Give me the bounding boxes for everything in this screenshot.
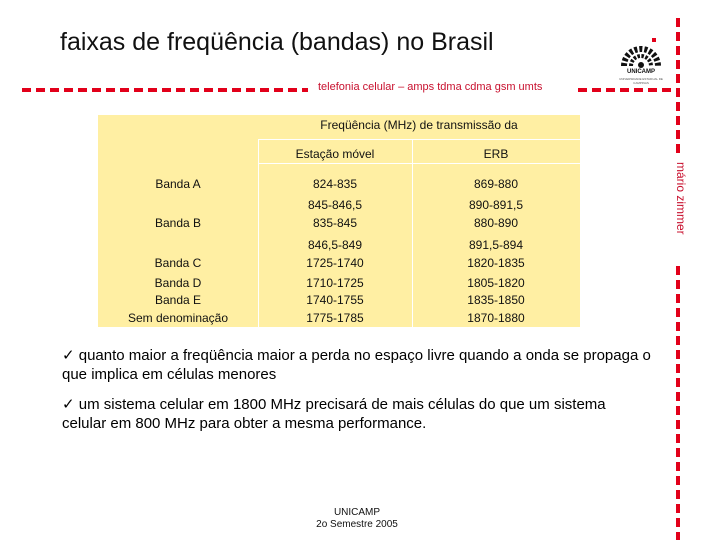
author-text: mário zimmer xyxy=(674,162,688,235)
estacao-range: 1725-1740 xyxy=(306,256,364,270)
erb-range: 1805-1820 xyxy=(467,276,525,290)
logo-subtext: UNIVERSIDADE ESTADUAL DE CAMPINAS xyxy=(619,77,663,85)
frequency-table xyxy=(98,115,580,327)
erb-range: 1835-1850 xyxy=(467,293,525,307)
estacao-range: 1740-1755 xyxy=(306,293,364,307)
band-label: Banda A xyxy=(155,177,201,191)
erb-range: 880-890 xyxy=(473,216,519,230)
footer-institution: UNICAMP xyxy=(333,507,381,518)
erb-range: 869-880 xyxy=(473,177,519,191)
band-label: Banda E xyxy=(154,293,202,307)
table-divider xyxy=(258,139,580,140)
table-group-header: Freqüência (MHz) de transmissão da xyxy=(320,118,518,132)
bullet-point: ✓ quanto maior a freqüência maior a perda no espaço livre quando a onda se propaga o que implica em células menores xyxy=(62,347,651,383)
slide-subtitle: telefonia celular – amps tdma cdma gsm umts xyxy=(318,81,543,93)
right-divider-bottom xyxy=(676,266,680,540)
header-divider-right xyxy=(578,88,673,92)
band-label: Banda B xyxy=(154,216,202,230)
band-label: Sem denominação xyxy=(127,311,229,325)
column-header-estacao: Estação móvel xyxy=(295,147,375,161)
footer-semester: 2o Semestre 2005 xyxy=(316,519,398,530)
estacao-range: 845-846,5 xyxy=(307,198,363,212)
erb-range: 1870-1880 xyxy=(467,311,525,325)
erb-range: 891,5-894 xyxy=(468,238,524,252)
bullet-point: ✓ um sistema celular em 1800 MHz precisará de mais células do que um sistema celular em 800 MHz para obter a mesma performance. xyxy=(62,396,606,432)
slide-title: faixas de freqüência (bandas) no Brasil xyxy=(60,28,494,56)
band-label: Banda C xyxy=(154,256,202,270)
estacao-range: 1775-1785 xyxy=(306,311,364,325)
estacao-range: 1710-1725 xyxy=(306,276,364,290)
right-divider-top xyxy=(676,18,680,156)
table-divider xyxy=(258,163,580,164)
header-divider-left xyxy=(22,88,308,92)
estacao-range: 835-845 xyxy=(312,216,358,230)
author-label xyxy=(676,162,688,262)
band-label: Banda D xyxy=(154,276,202,290)
logo-text: UNICAMP xyxy=(627,69,655,75)
column-header-erb: ERB xyxy=(483,147,509,161)
estacao-range: 824-835 xyxy=(312,177,358,191)
erb-range: 1820-1835 xyxy=(467,256,525,270)
estacao-range: 846,5-849 xyxy=(307,238,363,252)
erb-range: 890-891,5 xyxy=(468,198,524,212)
